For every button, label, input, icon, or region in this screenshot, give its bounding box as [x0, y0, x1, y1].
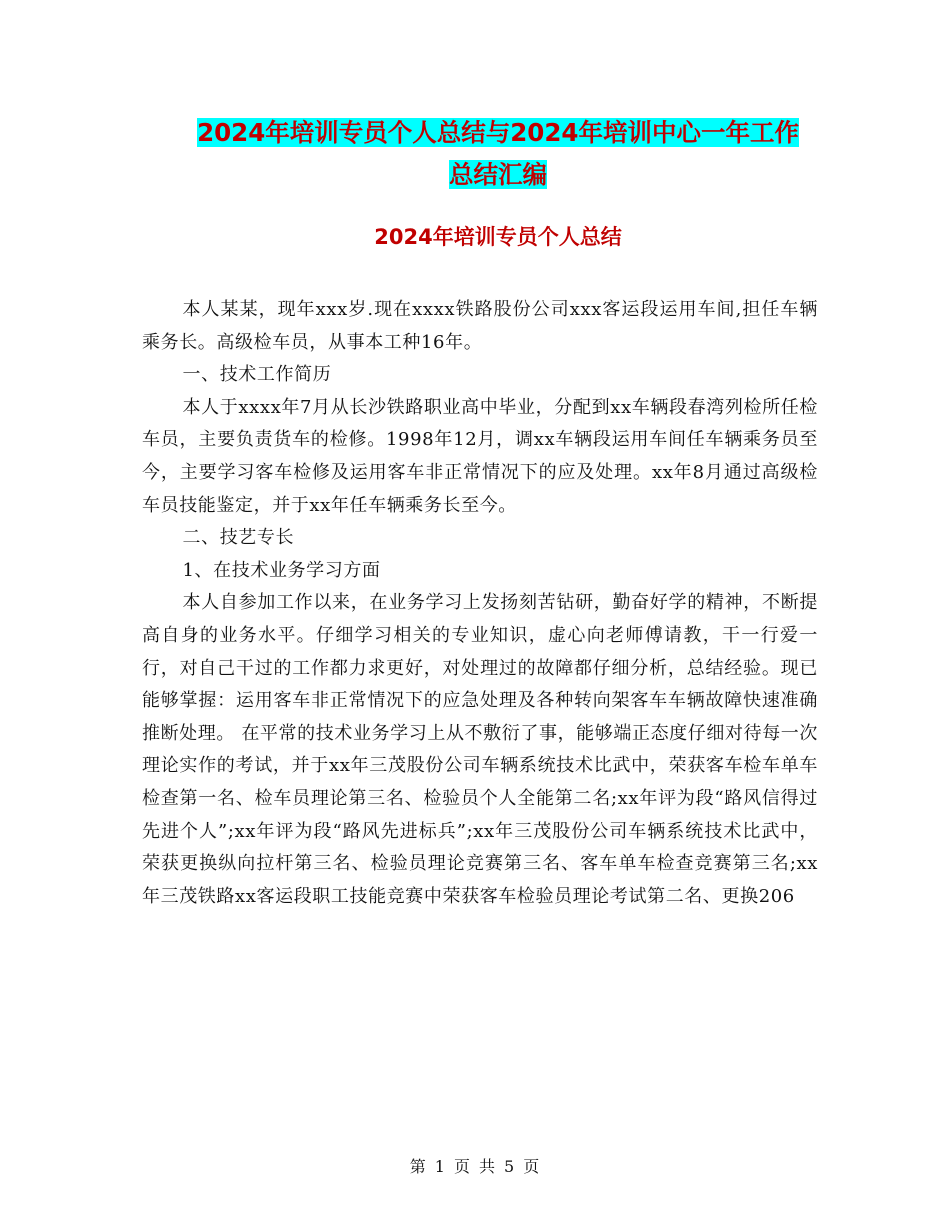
paragraph-study: 本人自参加工作以来，在业务学习上发扬刻苦钻研，勤奋好学的精神，不断提高自身的业务水平。仔细学习相关的专业知识，虚心向老师傅请教，干一行爱一行，对自己干过的工作都力求更好，对处理过的故障都仔细分析，总结经验。现已能够掌握：运用客车非正常情况下的应急处理及各种转向架客车车辆故障快速准确推断处理。 在平常的技术业务学习上从不敷衍了事，能够端正态度仔细对待每一次理论实作的考试，并于xx年三茂股份公司车辆系统技术比武中，荣获客车检车单车检查第一名、检车员理论第三名、检验员个人全能第二名;xx年评为段“路风信得过先进个人”;xx年评为段“路风先进标兵”;xx年三茂股份公司车辆系统技术比武中，荣获更换纵向拉杆第三名、检验员理论竞赛第三名、客车单车检查竞赛第三名;xx年三茂铁路xx客运段职工技能竞赛中荣获客车检验员理论考试第二名、更换206 [142, 592, 818, 907]
footer-total-label: 共 [479, 1157, 497, 1176]
document-body [142, 294, 818, 913]
paragraph-intro: 本人某某，现年xxx岁.现在xxxx铁路股份公司xxx客运段运用车间,担任车辆乘务长。高级检车员，从事本工种16年。 [142, 299, 818, 353]
subheading-study: 1、在技术业务学习方面 [182, 559, 381, 581]
footer-page-label: 页 [453, 1157, 471, 1176]
document-title-line-1: 2024年培训专员个人总结与2024年培训中心一年工作 [197, 118, 799, 147]
section-title: 2024年培训专员个人总结 [374, 225, 622, 249]
heading-work-history: 一、技术工作简历 [182, 364, 332, 386]
footer-prefix: 第 [409, 1157, 427, 1176]
footer-suffix: 页 [523, 1157, 541, 1176]
footer-page-number: 1 [434, 1157, 446, 1176]
paragraph-work-history: 本人于xxxx年7月从长沙铁路职业高中毕业，分配到xx车辆段春湾列检所任检车员，主要负责货车的检修。1998年12月，调xx车辆段运用车间任车辆乘务员至今，主要学习客车检修及运用客车非正常情况下的应及处理。xx年8月通过高级检车员技能鉴定，并于xx年任车辆乘务长至今。 [142, 396, 818, 516]
document-title [140, 112, 856, 196]
page-footer [0, 1154, 950, 1177]
document-title-line-2: 总结汇编 [449, 160, 547, 189]
footer-total-pages: 5 [504, 1157, 516, 1176]
heading-skills: 二、技艺专长 [182, 527, 295, 549]
